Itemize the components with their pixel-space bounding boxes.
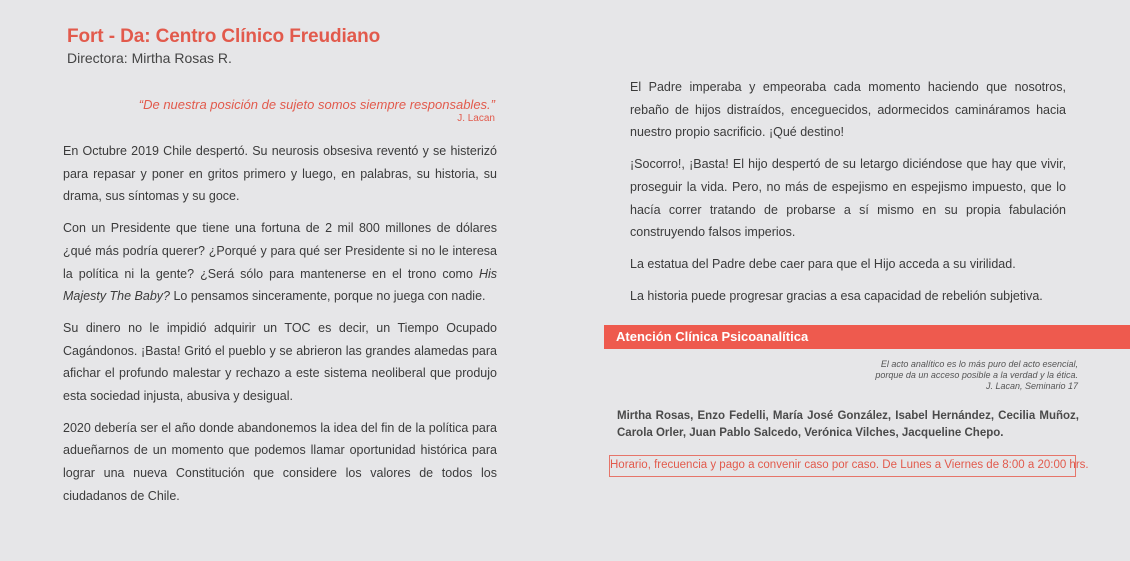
paragraph <box>63 217 497 308</box>
team-names: Mirtha Rosas, Enzo Fedelli, María José González, Isabel Hernández, Cecilia Muñoz, Carola Orler, Juan Pablo Salcedo, Verónica Vilches, Jacqueline Chepo. <box>617 410 1079 439</box>
paragraph: El Padre imperaba y empeoraba cada momento haciendo que nosotros, rebaño de hijos distraídos, enceguecidos, adormecidos camináramos hacia nuestro propio sacrificio. ¡Qué destino! <box>630 80 1066 140</box>
schedule-box: Horario, frecuencia y pago a convenir caso por caso. De Lunes a Viernes de 8:00 a 20:00 hrs. <box>609 455 1076 477</box>
paragraph: La historia puede progresar gracias a esa capacidad de rebelión subjetiva. <box>630 288 1043 303</box>
epigraph-line: porque da un acceso posible a la verdad y la ética. <box>875 370 1078 380</box>
section-epigraph <box>875 359 1078 392</box>
page-title: Fort - Da: Centro Clínico Freudiano <box>67 26 381 47</box>
left-column <box>63 140 497 517</box>
italic-text: His Majesty The Baby? <box>63 266 497 304</box>
paragraph: Su dinero no le impidió adquirir un TOC es decir, un Tiempo Ocupado Cagándonos. ¡Basta! Gritó el pueblo y se abrieron las grandes alamedas para afichar el profundo malestar y rechazo a este sistema neoliberal que produjo esta sociedad injusta, abusiva y desigual. <box>63 320 497 404</box>
director-line: Directora: Mirtha Rosas R. <box>67 50 232 66</box>
right-column <box>630 76 1066 316</box>
quote-author: J. Lacan <box>457 113 495 124</box>
paragraph: La estatua del Padre debe caer para que el Hijo acceda a su virilidad. <box>630 256 1016 271</box>
paragraph-text: Lo pensamos sinceramente, porque no juega con nadie. <box>170 289 486 304</box>
epigraph-line: El acto analítico es lo más puro del acto esencial, <box>880 359 1078 369</box>
quote-text: “De nuestra posición de sujeto somos siempre responsables.” <box>138 97 495 112</box>
paragraph: ¡Socorro!, ¡Basta! El hijo despertó de su letargo diciéndose que hay que vivir, proseguir la vida. Pero, no más de espejismo en espejismo impuesto, que lo hacía correr tratando de probarse a sí mismo en su propia fabulación construyendo falsos imperios. <box>630 157 1066 240</box>
paragraph: 2020 debería ser el año donde abandonemos la idea del fin de la política para adueñarnos de un momento que podemos llamar oportunidad histórica para lograr una nueva Constitución que considere los valores de todos los ciudadanos de Chile. <box>63 420 497 503</box>
epigraph-source: J. Lacan, Seminario 17 <box>985 381 1078 391</box>
opening-quote <box>139 97 495 125</box>
paragraph-text: Con un Presidente que tiene una fortuna de 2 mil 800 millones de dólares ¿qué más podría querer? ¿Porqué y para qué ser Presidente si no le interesa la política ni la gente? ¿Será sólo para mantenerse en el trono como <box>63 221 497 281</box>
section-title: Atención Clínica Psicoanalítica <box>616 329 809 344</box>
paragraph: En Octubre 2019 Chile despertó. Su neurosis obsesiva reventó y se histerizó para repasar y poner en gritos primero y luego, en palabras, su historia, su drama, sus síntomas y su goce. <box>63 144 497 204</box>
section-header-bar <box>604 325 1130 349</box>
